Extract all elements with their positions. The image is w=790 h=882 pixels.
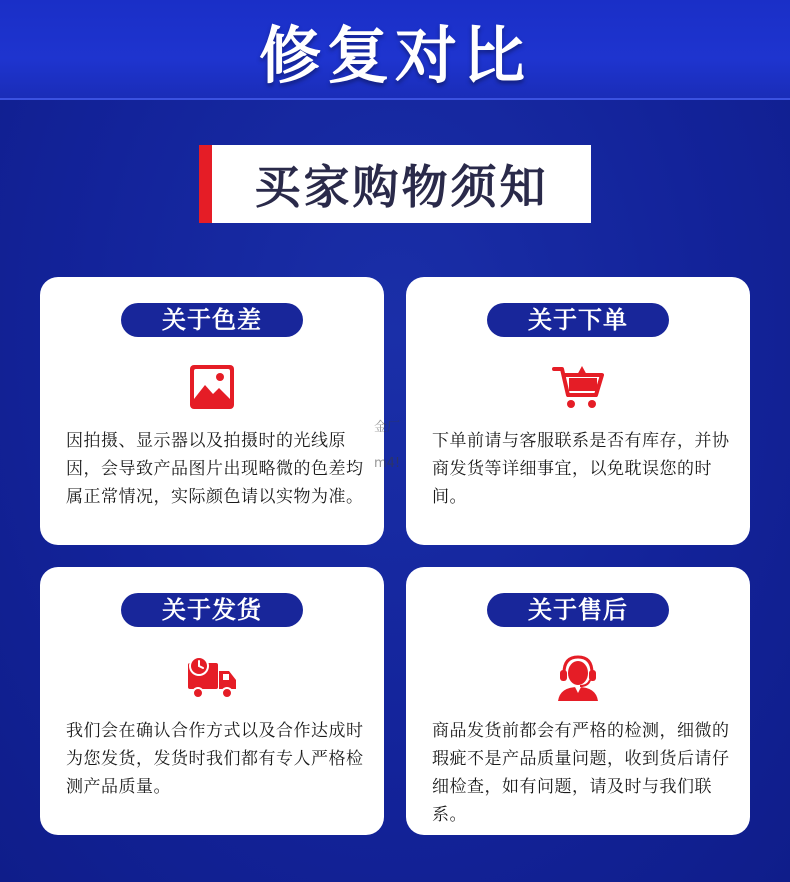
watermark-line: 金厂 [374, 420, 401, 435]
card-description: 下单前请与客服联系是否有库存，并协商发货等详细事宜，以免耽误您的时间。 [432, 431, 730, 507]
card-description: 因拍摄、显示器以及拍摄时的光线原因，会导致产品图片出现略微的色差均属正常情况，实际颜色请以实物为准。 [66, 431, 364, 507]
card-title-pill: 关于售后 [487, 593, 669, 627]
image-icon [186, 363, 238, 411]
card-description: 我们会在确认合作方式以及合作达成时为您发货，发货时我们都有专人严格检测产品质量。 [66, 721, 364, 797]
customer-service-icon [552, 653, 604, 701]
page-title: 修复对比 [258, 19, 531, 92]
shopping-cart-icon [552, 363, 604, 411]
card-shipping [40, 567, 384, 835]
card-color-difference [40, 277, 384, 545]
notice-title: 买家购物须知 [254, 160, 549, 214]
card-placing-order [406, 277, 750, 545]
notice-accent-bar [199, 145, 212, 223]
card-title-pill: 关于发货 [121, 593, 303, 627]
card-title-pill: 关于色差 [121, 303, 303, 337]
notice-box [212, 145, 591, 223]
card-description: 商品发货前都会有严格的检测，细微的瑕疵不是产品质量问题，收到货后请仔细检查，如有问题，请及时与我们联系。 [432, 721, 730, 825]
card-after-sales [406, 567, 750, 835]
top-banner [0, 0, 790, 100]
delivery-truck-icon [186, 653, 238, 701]
watermark-text [374, 410, 414, 482]
watermark-line: m4! [374, 456, 401, 471]
card-title-pill: 关于下单 [487, 303, 669, 337]
notice-header [199, 145, 591, 223]
